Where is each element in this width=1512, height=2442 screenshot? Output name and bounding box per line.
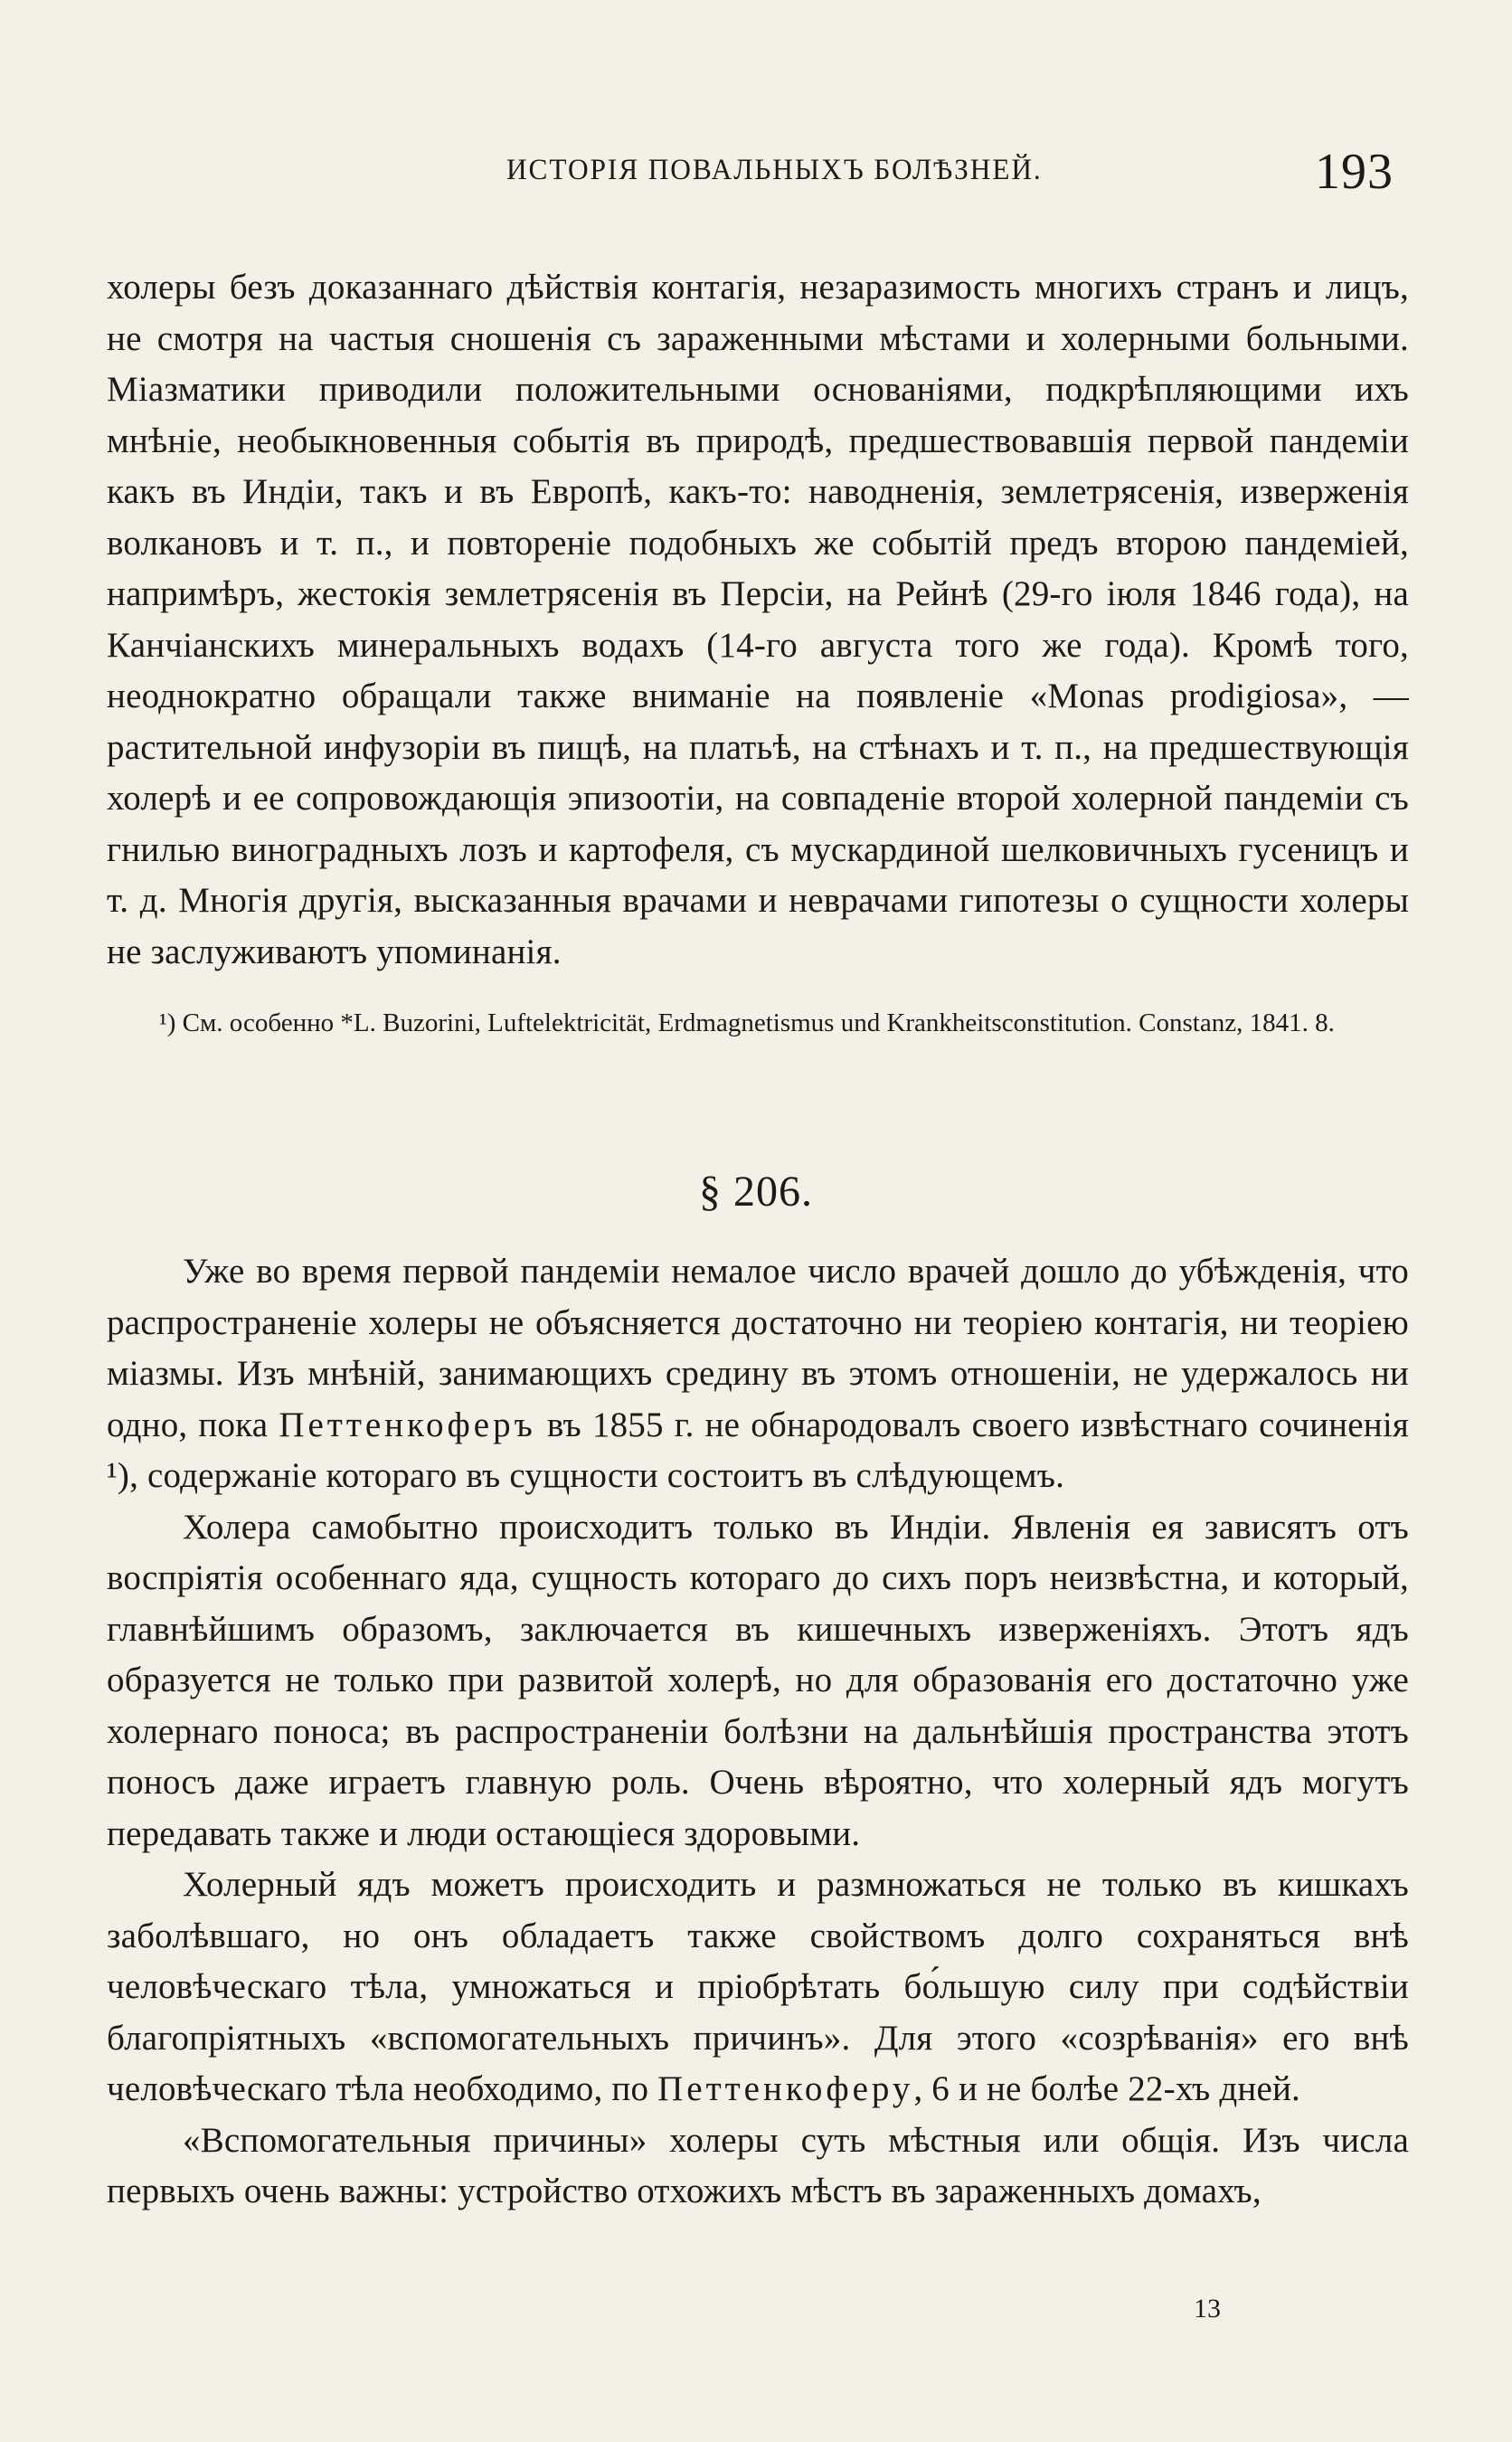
continued-paragraph: холеры безъ доказаннаго дѣйствія контагія, незаразимость многихъ странъ и лицъ, не смотря на частыя сношенія съ зараженными мѣстами и холерными больными. Міазматики приводили положительными основаніями, подкрѣпляющими ихъ мнѣніе, необыкновенныя событія въ природѣ, предшествовавшія первой пандеміи какъ въ Индіи, такъ и въ Европѣ, какъ-то: наводненія, землетрясенія, изверженія волкановъ и т. п., и повтореніе подобныхъ же событій предъ второю пандеміей, напримѣръ, жестокія землетрясенія въ Персіи, на Рейнѣ (29-го іюля 1846 года), на Канчіанскихъ минеральныхъ водахъ (14-го августа того же года). Кромѣ того, неоднократно обращали также вниманіе на появленіе «Monas prodigiosa», — растительной инфузоріи въ пищѣ, на платьѣ, на стѣнахъ и т. п., на предшествующія холерѣ и ее сопровождающія эпизоотіи, на совпаденіе второй холерной пандеміи съ гнилью виноградныхъ лозъ и картофеля, съ мускардиной шелковичныхъ гусеницъ и т. д. Многія другія, высказанныя врачами и неврачами гипотезы о сущности холеры не заслуживаютъ упоминанія. [107, 268, 1409, 971]
page-number: 193 [1315, 144, 1394, 200]
footnote [107, 1004, 1409, 1043]
section-paragraph-4: «Вспомогательныя причины» холеры суть мѣстныя или общія. Изъ числа первыхъ очень важны: устройство отхожихъ мѣстъ въ зараженныхъ домахъ, [107, 2120, 1409, 2210]
section-paragraph-2: Холера самобытно происходитъ только въ Индіи. Явленія ея зависятъ отъ воспріятія особеннаго яда, сущность котораго до сихъ поръ неизвѣстна, и который, главнѣйшимъ образомъ, заключается въ кишечныхъ изверженіяхъ. Этотъ ядъ образуется не только при развитой холерѣ, но для образованія его достаточно уже холернаго поноса; въ распространеніи болѣзни на дальнѣйшія пространства этотъ поносъ даже играетъ главную роль. Очень вѣроятно, что холерный ядъ могутъ передавать также и люди остающіеся здоровыми. [107, 1507, 1409, 1853]
section-heading: § 206. [699, 1168, 813, 1216]
footnote-text: См. особенно *L. Buzorini, Luftelektricität, Erdmagnetismus und Krankheitsconstitution. Constanz, 1841. 8. [182, 1008, 1335, 1037]
footnote-marker: ¹) [159, 1008, 176, 1037]
paragraph-text: , 6 и не болѣе 22-хъ дней. [913, 2069, 1300, 2108]
paragraph-text: Холерный ядъ можетъ происходить и размножаться не только въ кишкахъ заболѣвшаго, но онъ обладаетъ также свойствомъ долго сохраняться внѣ человѣческаго тѣла, умножаться и пріобрѣтать бо́льшую силу при содѣйствіи благопріятныхъ «вспомогательныхъ причинъ». Для этого «созрѣванія» его внѣ человѣческаго тѣла необходимо, по [107, 1865, 1409, 2108]
section-body [107, 1246, 1409, 2218]
author-name: Петтенкоферъ [279, 1405, 536, 1444]
paragraph-text: Уже во время первой пандеміи немалое число врачей дошло до убѣжденія, что распространеніе холеры не объясняется достаточно ни теоріею контагія, ни теоріею міазмы. Изъ мнѣній, занимающихъ средину въ этомъ отношеніи, не удержалось ни одно, пока [107, 1252, 1409, 1444]
section-paragraph-1 [107, 1246, 1409, 1502]
paragraph-text: въ 1855 г. не обнародовалъ своего извѣстнаго сочиненія ¹), содержаніе котораго въ сущности состоитъ въ слѣдующемъ. [107, 1405, 1410, 1495]
section-paragraph-3 [107, 1860, 1409, 2115]
author-name: Петтенкоферу [657, 2069, 914, 2108]
continued-text-block [107, 262, 1409, 978]
running-head-title: ИСТОРІЯ ПОВАЛЬНЫХЪ БОЛѢЗНЕЙ. [506, 154, 1043, 186]
sheet-signature-mark: 13 [1194, 2294, 1221, 2324]
